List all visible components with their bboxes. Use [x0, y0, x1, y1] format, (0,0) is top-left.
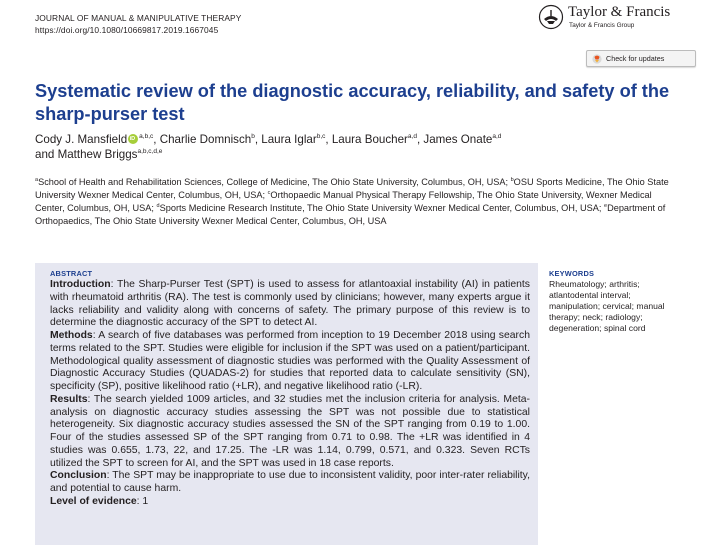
- orcid-icon[interactable]: [128, 134, 138, 144]
- journal-name: JOURNAL OF MANUAL & MANIPULATIVE THERAPY: [35, 13, 242, 23]
- article-title: Systematic review of the diagnostic accuracy, reliability, and safety of the sharp-purser test: [35, 81, 670, 124]
- author-affiliation-marker: a,d: [407, 133, 417, 140]
- abstract-content: [50, 269, 530, 509]
- abstract-section: [50, 496, 530, 509]
- abstract-section: [50, 470, 530, 496]
- author-affiliation-marker: a,b,c,d,e: [137, 148, 163, 155]
- author-name: Charlie Domnisch: [159, 133, 252, 146]
- author-name: Cody J. Mansfield: [35, 133, 128, 146]
- abstract-section-label: Methods: [50, 330, 93, 341]
- author-separator: ,: [254, 133, 262, 146]
- affiliation-text: OSU Sports Medicine, The Ohio State University Wexner Medical Center, Columbus, OH, USA;: [35, 177, 669, 201]
- author-affiliation-marker: a,b,c: [139, 133, 154, 140]
- affiliation-marker: d: [156, 203, 160, 210]
- abstract-section-text: : 1: [136, 495, 149, 507]
- abstract-panel: [35, 263, 538, 545]
- keywords-list: Rheumatology; arthritis; atlantodental interval; manipulation; cervical; manual therapy; neck; radiology; degeneration; spinal cord: [549, 279, 665, 333]
- abstract-section-label: Level of evidence: [50, 495, 137, 507]
- affiliation-text: School of Health and Rehabilitation Sciences, College of Medicine, The Ohio State University, Columbus, OH, USA;: [38, 177, 511, 187]
- publisher-name: Taylor & Francis: [568, 4, 671, 20]
- doi-link[interactable]: https://doi.org/10.1080/10669817.2019.1667045: [35, 24, 219, 35]
- author-name: and Matthew Briggs: [35, 148, 138, 161]
- affiliation-marker: c: [267, 190, 271, 197]
- abstract-section-text: : The search yielded 1009 articles, and 32 studies met the inclusion criteria for analysis. Meta-analysis on diagnostic accuracy studies assessing the SPT was not possible due to statistical heterogeneity. Six diagnostic accuracy studies assessed the SN of the SPT ranging from 0.19 to 1.00. Four of the studies assessed SP of the SPT ranging from 0.71 to 0.98. The +LR was identified in 4 studies was 0.655, 1.73, 22, and 17.25. The -LR was 1.14, 0.799, 0.571, and 0.323. Seven RCTs utilized the SPT to screen for AI, and the SPT was used in 18 case reports.: [50, 393, 530, 469]
- author-name: Laura Boucher: [331, 133, 408, 146]
- affiliation-marker: e: [604, 203, 608, 210]
- abstract-section: [50, 279, 530, 330]
- author-name: James Onate: [423, 133, 493, 146]
- check-for-updates-button[interactable]: [586, 50, 696, 67]
- abstract-section-label: Introduction: [50, 279, 111, 290]
- affiliation-marker: b: [510, 177, 514, 183]
- abstract-section: [50, 330, 530, 394]
- author-separator: ,: [153, 133, 160, 146]
- taylor-francis-logo-icon: [538, 4, 564, 30]
- publisher-logo: [538, 4, 698, 34]
- keywords-panel: [549, 269, 669, 334]
- affiliation-text: Department of Orthopaedics, The Ohio State University Wexner Medical Center, Columbus, OH, USA: [35, 203, 666, 227]
- abstract-section-label: Conclusion: [50, 470, 107, 482]
- abstract-section: [50, 394, 530, 471]
- author-separator: ,: [325, 133, 332, 146]
- affiliation-text: Orthopaedic Manual Physical Therapy Fellowship, The Ohio State University, Wexner Medical Center, Columbus, OH, USA;: [35, 190, 652, 214]
- affiliation-marker: a: [35, 177, 39, 183]
- author-list: [35, 132, 695, 162]
- abstract-section-text: : The SPT may be inappropriate to use due to inconsistent validity, poor inter-rater reliability, and potential to cause harm.: [50, 470, 530, 494]
- author-affiliation-marker: a,d: [492, 133, 502, 140]
- check-for-updates-label: Check for updates: [606, 54, 665, 63]
- abstract-section-text: : A search of five databases was performed from inception to 19 December 2018 using search terms related to the SPT. Studies were eligible for inclusion if the SPT was used on a patient/participant. Methodological quality assessment of diagnostic studies was performed with the Quality Assessment of Diagnostic Accuracy Studies (QUADAS-2) for studies that reported data to calculate sensitivity (SN), specificity (SP), positive likelihood ratio (+LR), and negative likelihood ratio (-LR).: [50, 330, 530, 392]
- publisher-group: Taylor & Francis Group: [569, 22, 635, 29]
- check-for-updates-icon: [592, 54, 602, 64]
- abstract-section-label: Results: [50, 393, 88, 405]
- journal-header: [35, 13, 241, 36]
- author-name: Laura Iglar: [261, 133, 317, 146]
- author-affiliation-marker: b: [251, 133, 255, 140]
- abstract-heading: ABSTRACT: [50, 269, 93, 278]
- abstract-section-text: : The Sharp-Purser Test (SPT) is used to assess for atlantoaxial instability (AI) in patients with rheumatoid arthritis (RA). The test is commonly used by clinicians; however, many experts argue it lacks reliability and validity along with concerns of safety. The primary purpose of this review is to determine the diagnostic accuracy of the SPT to detect AI.: [50, 279, 530, 329]
- affiliations: [35, 176, 680, 228]
- affiliation-text: Sports Medicine Research Institute, The Ohio State University Wexner Medical Center, Columbus, OH, USA;: [159, 203, 605, 214]
- author-affiliation-marker: b,c: [316, 133, 326, 140]
- keywords-heading: KEYWORDS: [549, 269, 595, 278]
- abstract-sections: [50, 279, 530, 509]
- author-separator: ,: [416, 133, 424, 146]
